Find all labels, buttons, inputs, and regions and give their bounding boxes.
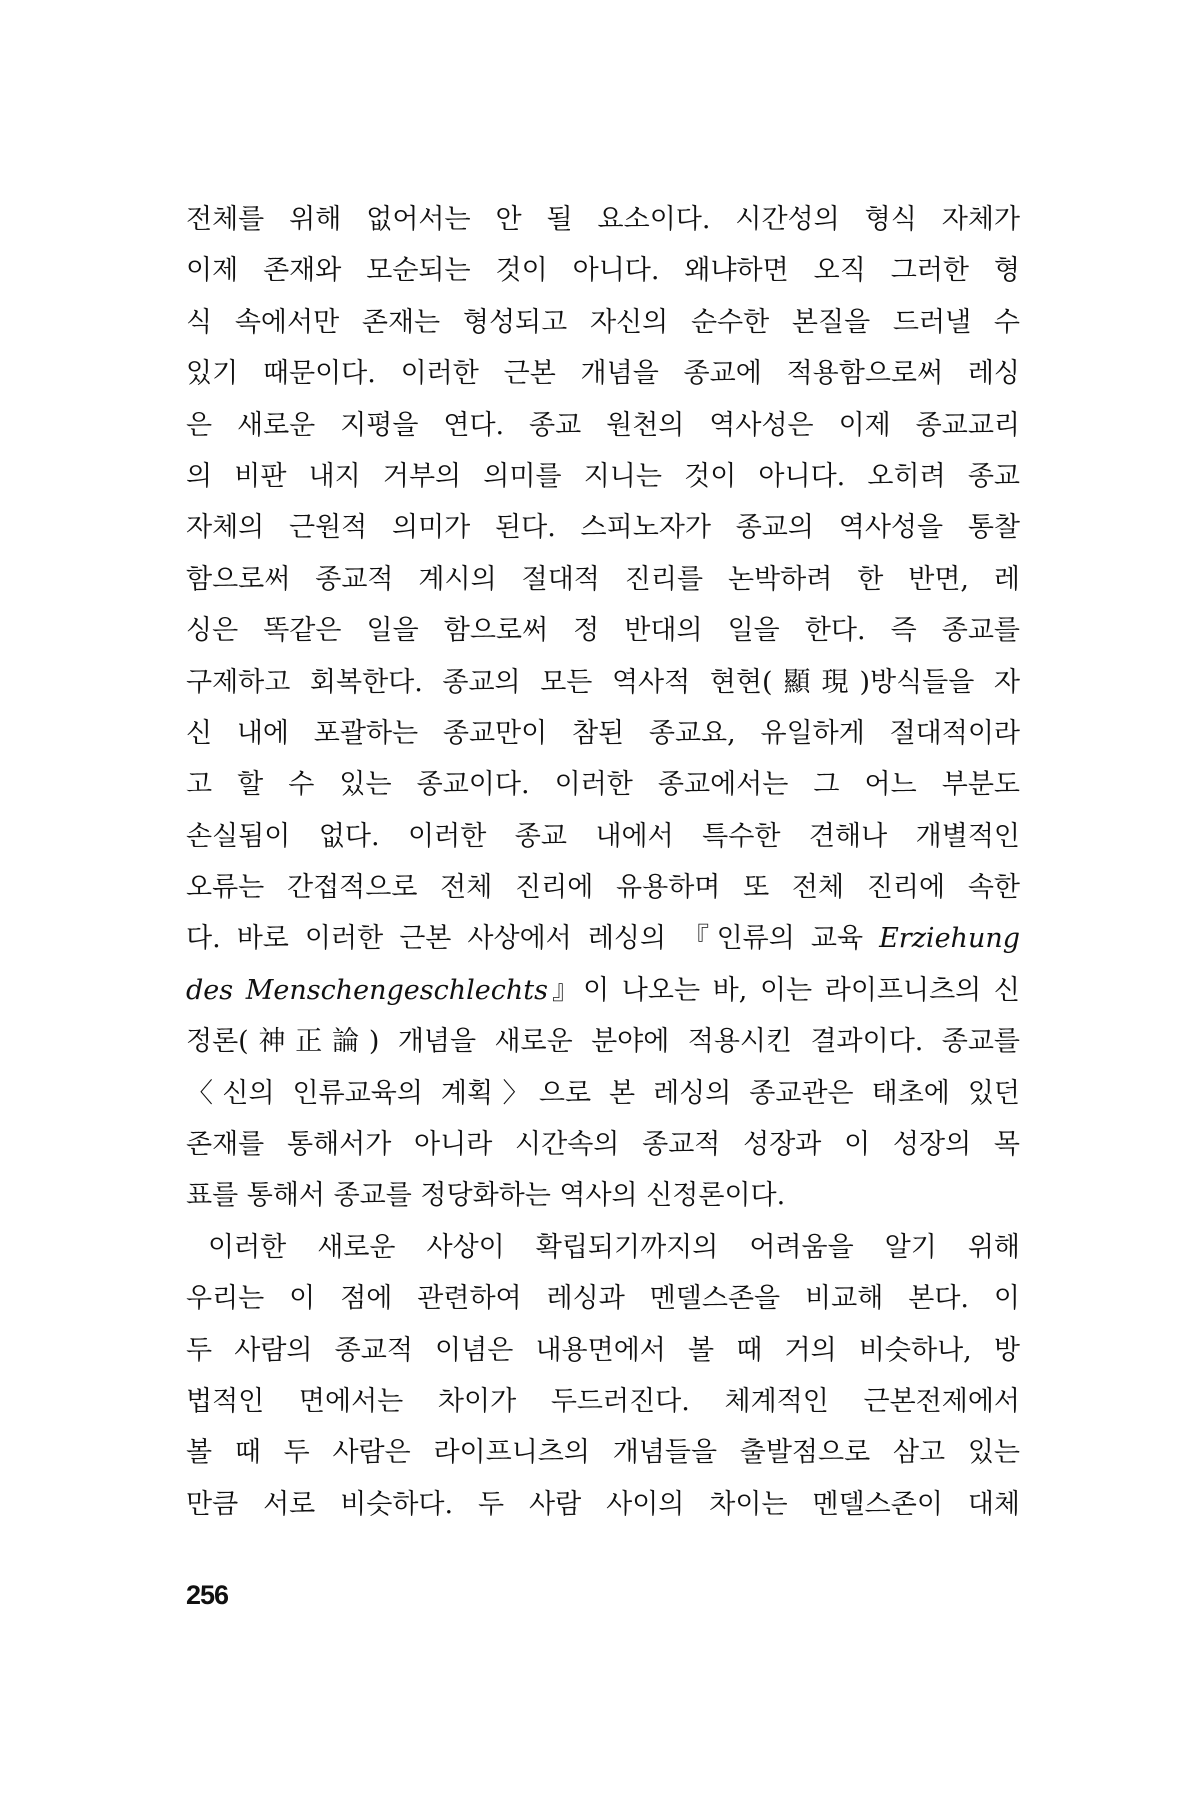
page-number: 256 (186, 1580, 229, 1610)
text-line: 오류는 간접적으로 전체 진리에 유용하며 또 전체 진리에 속한 (186, 872, 1020, 904)
text-line: 이제 존재와 모순되는 것이 아니다. 왜냐하면 오직 그러한 형 (186, 255, 1020, 287)
text-line: 자체의 근원적 의미가 된다. 스피노자가 종교의 역사성을 통찰 (186, 512, 1020, 544)
text-segment: 다. 바로 이러한 근본 사상에서 레싱의 『인류의 교육 (186, 923, 880, 955)
text-line: 전체를 위해 없어서는 안 될 요소이다. 시간성의 형식 자체가 (186, 204, 1020, 235)
text-line: 존재를 통해서가 아니라 시간속의 종교적 성장과 이 성장의 목 (186, 1129, 1020, 1161)
text-line: 볼 때 두 사람은 라이프니츠의 개념들을 출발점으로 삼고 있는 (186, 1437, 1020, 1469)
text-line: 표를 통해서 종교를 정당화하는 역사의 신정론이다. (186, 1180, 786, 1212)
text-line: 두 사람의 종교적 이념은 내용면에서 볼 때 거의 비슷하나, 방 (186, 1334, 1020, 1366)
book-title-italic: Erziehung (879, 923, 1020, 955)
text-segment: 』이 나오는 바, 이는 라이프니츠의 신 (547, 974, 1020, 1006)
text-line: 법적인 면에서는 차이가 두드러진다. 체계적인 근본전제에서 (186, 1385, 1020, 1417)
text-line: 손실됨이 없다. 이러한 종교 내에서 특수한 견해나 개별적인 (186, 820, 1020, 852)
body-text (186, 194, 1020, 1530)
text-line: 신 내에 포괄하는 종교만이 참된 종교요, 유일하게 절대적이라 (186, 717, 1020, 749)
text-line: 함으로써 종교적 계시의 절대적 진리를 논박하려 한 반면, 레 (186, 563, 1020, 595)
text-line: 구제하고 회복한다. 종교의 모든 역사적 현현(顯現)방식들을 자 (186, 666, 1020, 698)
text-line (186, 913, 1020, 964)
text-line: 식 속에서만 존재는 형성되고 자신의 순수한 본질을 드러낼 수 (186, 306, 1020, 338)
text-line (186, 965, 1020, 1016)
book-title-italic: des Menschengeschlechts (186, 974, 548, 1006)
text-line: 정론(神正論) 개념을 새로운 분야에 적용시킨 결과이다. 종교를 (186, 1026, 1020, 1058)
text-line: 우리는 이 점에 관련하여 레싱과 멘델스존을 비교해 본다. 이 (186, 1283, 1020, 1315)
text-line: 의 비판 내지 거부의 의미를 지니는 것이 아니다. 오히려 종교 (186, 460, 1020, 492)
text-line: 은 새로운 지평을 연다. 종교 원천의 역사성은 이제 종교교리 (186, 409, 1020, 441)
text-line-paragraph-start: 이러한 새로운 사상이 확립되기까지의 어려움을 알기 위해 (208, 1231, 1020, 1263)
text-line: 있기 때문이다. 이러한 근본 개념을 종교에 적용함으로써 레싱 (186, 358, 1020, 390)
text-line: 싱은 똑같은 일을 함으로써 정 반대의 일을 한다. 즉 종교를 (186, 615, 1020, 647)
text-line: 〈신의 인류교육의 계획〉으로 본 레싱의 종교관은 태초에 있던 (186, 1077, 1020, 1109)
text-line: 고 할 수 있는 종교이다. 이러한 종교에서는 그 어느 부분도 (186, 769, 1020, 801)
text-line: 만큼 서로 비슷하다. 두 사람 사이의 차이는 멘델스존이 대체 (186, 1488, 1020, 1520)
